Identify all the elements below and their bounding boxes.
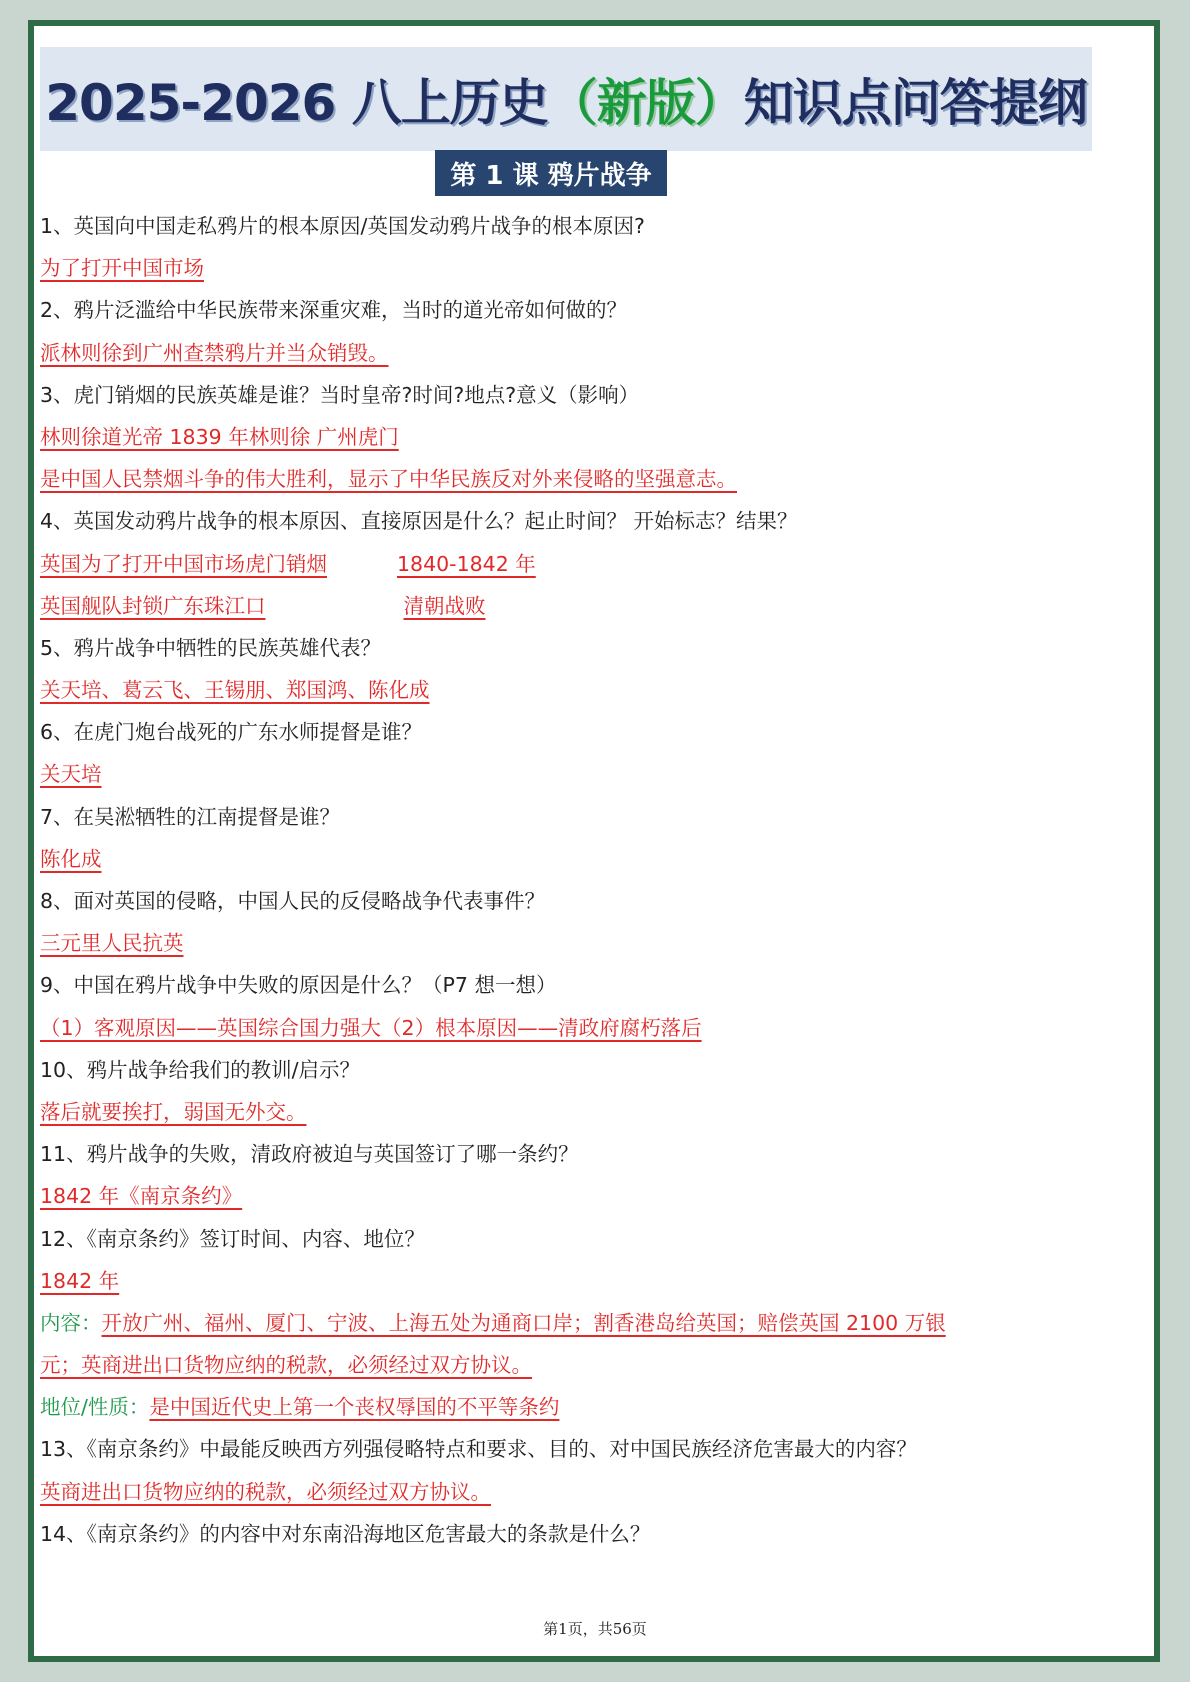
title-part-1: 2025-2026 八上历史: [45, 74, 548, 132]
answer-5: 关天培、葛云飞、王锡朋、郑国鸿、陈化成: [40, 678, 430, 703]
question-9: 9、中国在鸦片战争中失败的原因是什么？（P7 想一想）: [40, 973, 557, 998]
question-7: 7、在吴淞牺牲的江南提督是谁？: [40, 804, 341, 829]
question-4: 4、英国发动鸦片战争的根本原因、直接原因是什么？起止时间？ 开始标志？结果？: [40, 509, 798, 534]
question-8: 8、面对英国的侵略，中国人民的反侵略战争代表事件？: [40, 889, 546, 913]
question-11: 11、鸦片战争的失败，清政府被迫与英国签订了哪一条约？: [40, 1142, 579, 1167]
status-label: 地位/性质：: [40, 1395, 150, 1420]
answer-3b: 是中国人民禁烟斗争的伟大胜利，显示了中华民族反对外来侵略的坚强意志。: [40, 467, 737, 492]
answer-12-content-cont: 元；英商进出口货物应纳的税款，必须经过双方协议。: [40, 1353, 532, 1378]
answer-4a: 英国为了打开中国市场虎门销烟 1840-1842 年: [40, 551, 536, 576]
title-part-2: 知识点问答提纲: [743, 74, 1087, 132]
answer-12-content: 内容：开放广州、福州、厦门、宁波、上海五处为通商口岸；割香港岛给英国；赔偿英国 2100 万银: [40, 1310, 946, 1335]
question-2: 2、鸦片泛滥给中华民族带来深重灾难，当时的道光帝如何做的？: [40, 298, 628, 323]
page-footer: 第1页，共56页: [543, 1620, 647, 1638]
answer-3a: 林则徐道光帝 1839 年林则徐 广州虎门: [40, 424, 399, 449]
answer-8: 三元里人民抗英: [40, 931, 184, 956]
answer-12-status: 地位/性质：是中国近代史上第一个丧权辱国的不平等条约: [40, 1395, 560, 1420]
question-14: 14、《南京条约》的内容中对东南沿海地区危害最大的条款是什么？: [40, 1521, 651, 1546]
answer-6: 关天培: [40, 762, 102, 787]
qa-list: [40, 205, 1120, 1555]
question-3: 3、虎门销烟的民族英雄是谁？当时皇帝?时间?地点?意义（影响）: [40, 382, 640, 407]
question-13: 13、《南京条约》中最能反映西方列强侵略特点和要求、目的、对中国民族经济危害最大的内容？: [40, 1437, 917, 1462]
answer-1: 为了打开中国市场: [40, 256, 204, 281]
question-1: 1、英国向中国走私鸦片的根本原因/英国发动鸦片战争的根本原因?: [40, 214, 645, 238]
question-6: 6、在虎门炮台战死的广东水师提督是谁？: [40, 720, 423, 745]
lesson-heading: 第 1 课 鸦片战争: [435, 150, 667, 196]
answer-4b: 英国舰队封锁广东珠江口 清朝战败: [40, 593, 486, 618]
answer-13: 英商进出口货物应纳的税款，必须经过双方协议。: [40, 1479, 491, 1504]
question-12: 12、《南京条约》签订时间、内容、地位？: [40, 1226, 425, 1251]
answer-12-date: 1842 年: [40, 1268, 120, 1293]
question-10: 10、鸦片战争给我们的教训/启示？: [40, 1057, 360, 1082]
answer-7: 陈化成: [40, 846, 102, 871]
title-part-accent: （新版）: [547, 74, 744, 132]
question-5: 5、鸦片战争中牺牲的民族英雄代表？: [40, 635, 382, 660]
document-title: [40, 47, 1092, 151]
answer-2: 派林则徐到广州查禁鸦片并当众销毁。: [40, 340, 389, 365]
content-label: 内容：: [40, 1310, 102, 1335]
answer-11: 1842 年《南京条约》: [40, 1184, 243, 1209]
answer-9: （1）客观原因——英国综合国力强大（2）根本原因——清政府腐朽落后: [40, 1015, 702, 1040]
answer-10: 落后就要挨打，弱国无外交。: [40, 1099, 307, 1124]
